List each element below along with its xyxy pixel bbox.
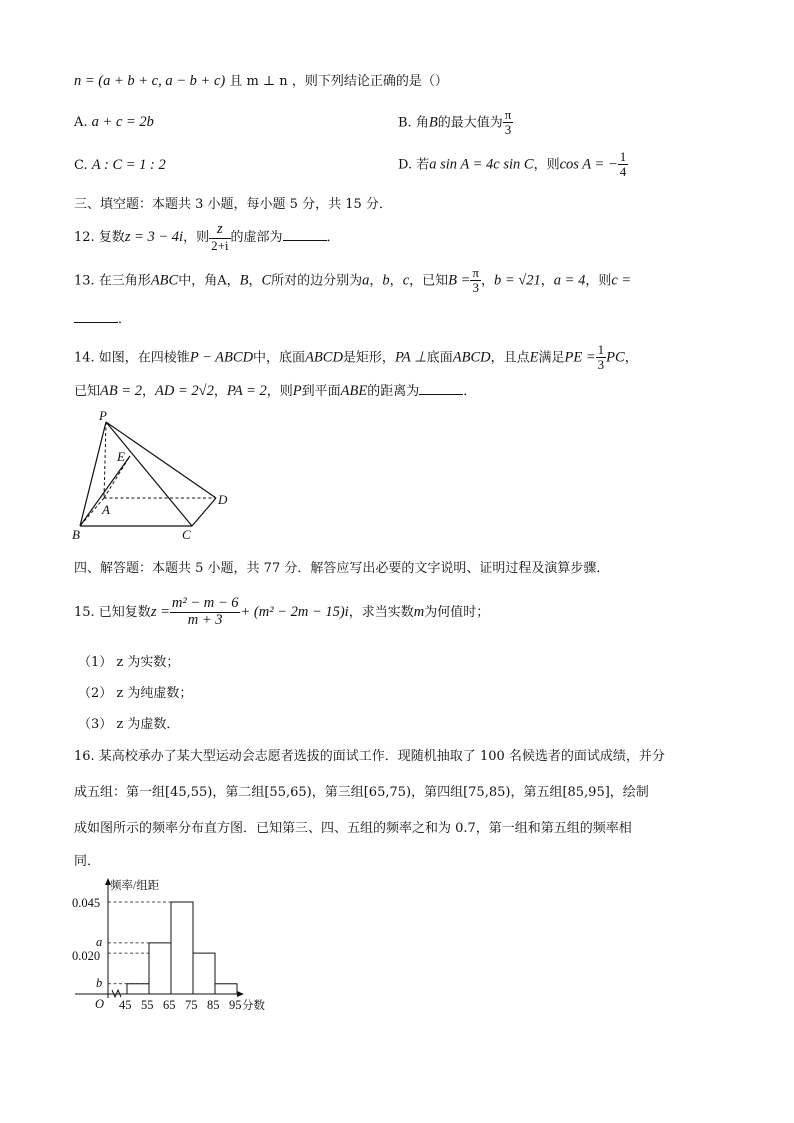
option-b-label: B. 角 [398, 115, 429, 131]
option-b-text: 的最大值为 [437, 115, 503, 131]
label-c: C [182, 527, 191, 540]
q15-stem: 15. 已知复数z = $\frac{\text{m² − m − 6}}{m + 3}$ + (m² − 2m − 15)i，求当实数m为何值时； [74, 595, 490, 628]
option-d-math1: a sin A = 4c sin C [429, 156, 534, 173]
label-a: A [102, 502, 110, 517]
q14-line2: 已知AB = 2，AD = 2√2，PA = 2，则P到平面ABE的距离为 ． [74, 383, 477, 399]
x-axis-label: 分数 [242, 1000, 265, 1012]
condition-perp: 且 m ⊥ n [229, 74, 288, 89]
y-axis-label: 频率/组距 [110, 880, 160, 892]
q13-line1: 13. 在三角形ABC中，角A，B，C所对的边分别为a，b，c，已知B = $\frac{\pi}{3}$ ，b = √21，a = 4，则c = [74, 265, 632, 296]
edge-cd [192, 498, 216, 526]
x-axis-arrow [237, 991, 244, 997]
q15-fraction: $\frac{\text{m² − m − 6}}{m + 3}$ [171, 595, 239, 628]
q12-fraction: $\frac{z}{2+i}$ [211, 221, 229, 253]
q12: 12. 复数z = 3 − 4i，则 $\frac{z}{2+i}$ 的虚部为 ． [74, 221, 340, 253]
option-d-math2: cos A = − [559, 156, 618, 173]
frequency-histogram [70, 876, 285, 1018]
option-a-label: A. [74, 115, 88, 130]
option-c-label: C. [74, 158, 88, 173]
q16-line4: 同． [74, 854, 101, 869]
edge-pa [104, 422, 106, 498]
option-b-fraction: $\frac{\pi}{3}$ [504, 107, 512, 138]
condition-vector: n = (a + b + c, a − b + c) [74, 73, 226, 89]
option-a-math: a + c = 2b [91, 114, 154, 130]
x-tick-45: 45 [119, 998, 132, 1012]
option-b-var: B [428, 114, 438, 131]
histogram-bar-3 [171, 902, 193, 994]
q14-answer-blank[interactable] [419, 382, 463, 395]
pyramid-figure [70, 408, 240, 540]
option-b [398, 108, 513, 138]
section4-heading: 四、解答题：本题共 5 小题，共 77 分．解答应写出必要的文字说明、证明过程及演算步骤． [74, 561, 610, 576]
q14-fraction: $\frac{1}{3}$ [597, 342, 605, 373]
label-d: D [218, 492, 228, 507]
label-b: B [72, 527, 80, 540]
option-d-fraction: $\frac{1}{4}$ [619, 149, 627, 180]
q13-line2: ． [74, 308, 131, 327]
label-p: P [99, 408, 107, 423]
q13-answer-blank[interactable] [74, 310, 118, 323]
x-tick-75: 75 [185, 998, 198, 1012]
q15-item-2: （2） z 为纯虚数； [78, 686, 193, 701]
y-tick-a: a [96, 935, 103, 949]
histogram-bar-5 [215, 984, 237, 994]
q16-line1: 16. 某高校承办了某大型运动会志愿者选拔的面试工作．现随机抽取了 100 名候选者的面试成绩，并分 [74, 749, 665, 764]
y-tick-b: b [96, 976, 103, 990]
histogram-bar-4 [193, 953, 215, 994]
q16-line2: 成五组：第一组[45,55)，第二组[55,65)，第三组[65,75)，第四组[75,85)，第五组[85,95]，绘制 [74, 785, 649, 800]
option-c-math: A : C = 1 : 2 [91, 157, 166, 173]
x-tick-95: 95 [229, 998, 242, 1012]
histogram-bar-1 [127, 984, 149, 994]
q13-fraction: $\frac{\pi}{3}$ [472, 265, 479, 296]
x-tick-85: 85 [207, 998, 220, 1012]
histogram-bar-2 [149, 943, 171, 994]
y-tick-0020: 0.020 [72, 949, 101, 963]
origin-label: O [95, 997, 105, 1011]
y-tick-0045: 0.045 [72, 896, 101, 910]
x-tick-55: 55 [141, 998, 154, 1012]
option-d [398, 150, 628, 180]
x-tick-65: 65 [163, 998, 176, 1012]
condition-question: ，则下列结论正确的是（） [291, 74, 448, 89]
q14-line1: 14. 如图，在四棱锥P − ABCD中，底面ABCD是矩形，PA ⊥底面ABCD，且点E满足PE = $\frac{1}{3}$ PC， [74, 342, 638, 373]
option-a [74, 114, 154, 131]
q12-math: z = 3 − 4i [124, 229, 184, 246]
q15-item-3: （3） z 为虚数． [78, 717, 180, 732]
label-e: E [117, 449, 125, 464]
section3-heading: 三、填空题：本题共 3 小题，每小题 5 分，共 15 分． [74, 197, 392, 212]
option-d-label: D. 若 [398, 157, 430, 173]
q16-line3: 成如图所示的频率分布直方图．已知第三、四、五组的频率之和为 0.7，第一组和第五组的频率相 [74, 821, 632, 836]
option-d-text: ，则 [533, 157, 560, 173]
q11-condition [74, 70, 448, 90]
axis-break [112, 990, 121, 997]
q12-answer-blank[interactable] [283, 228, 327, 241]
option-c [74, 157, 166, 174]
q15-item-1: （1） z 为实数； [78, 655, 180, 670]
